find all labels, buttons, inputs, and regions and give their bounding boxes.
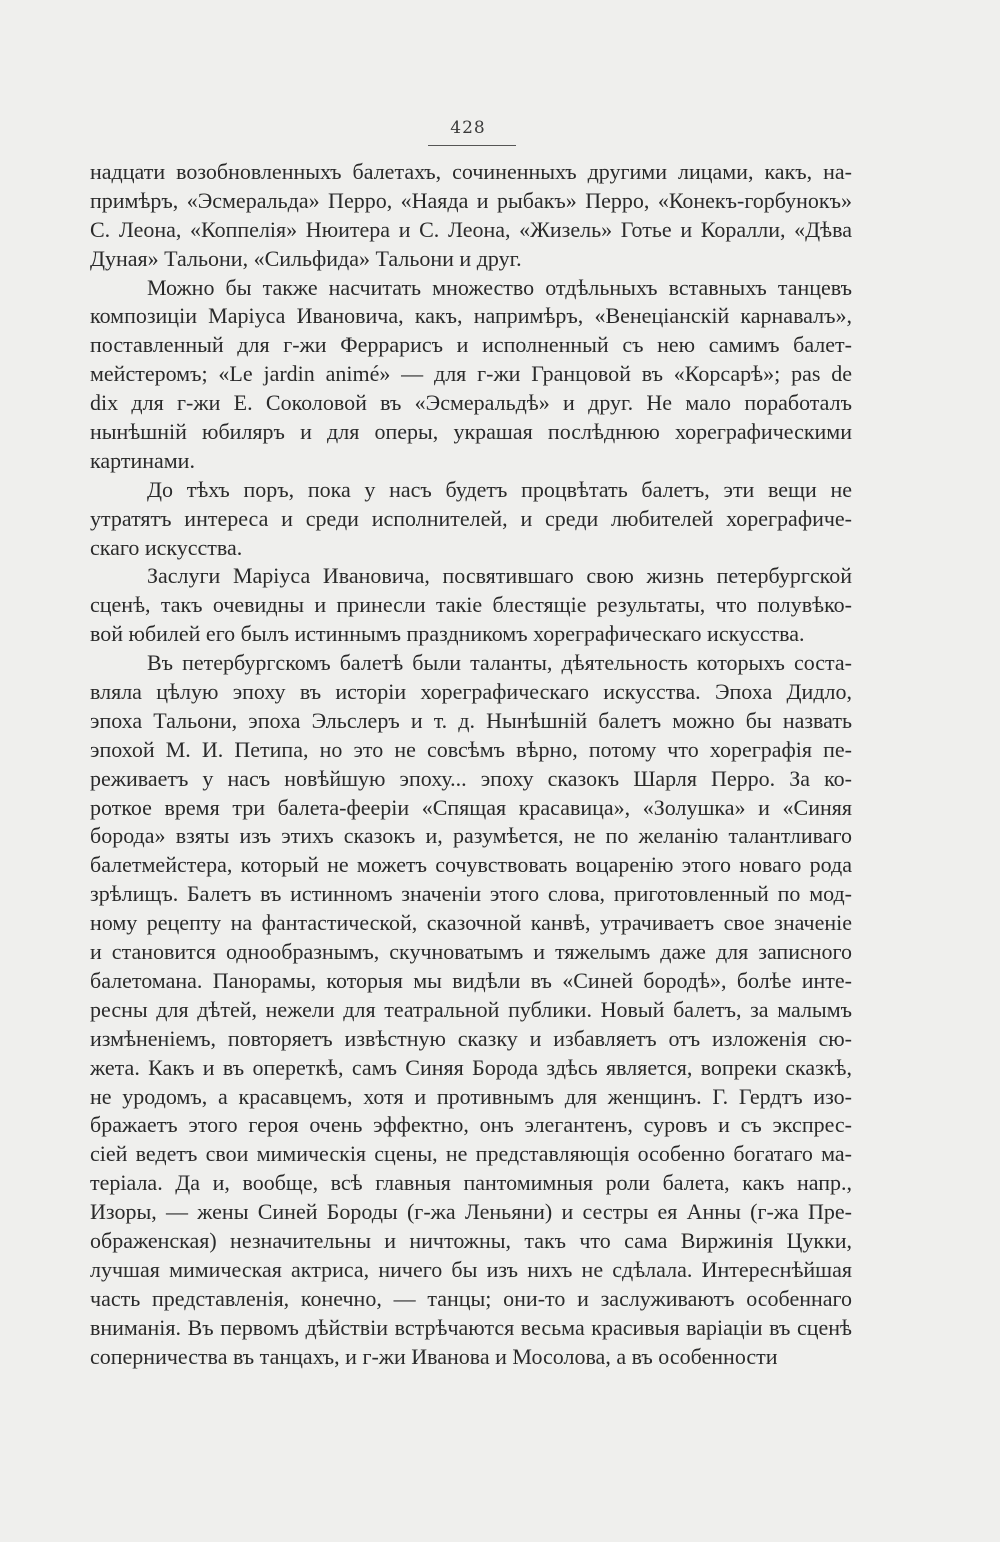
text-line: примѣръ, «Эсмеральда» Перро, «Наяда и рыбакъ» Перро, «Конекъ-горбунокъ» — [90, 187, 852, 213]
text-line: соперничества въ танцахъ, и г-жи Иванова и Мосолова, а въ особенности — [90, 1343, 778, 1369]
text-line: жета. Какъ и въ опереткѣ, самъ Синяя Борода здѣсь является, вопреки сказкѣ, — [90, 1054, 852, 1080]
text-line: эпоха Тальони, эпоха Эльслеръ и т. д. Нынѣшній балетъ можно бы назвать — [90, 707, 852, 733]
text-line: вой юбилей его былъ истиннымъ праздникомъ хореграфическаго искусства. — [90, 621, 805, 647]
text-line: ресны для дѣтей, нежели для театральной публики. Новый балетъ, за малымъ — [90, 996, 852, 1022]
text-line: скаго искусства. — [90, 534, 243, 560]
text-line: борода» взяты изъ этихъ сказокъ и, разумѣется, не по желанію талантливаго — [90, 823, 852, 849]
paragraph — [90, 649, 852, 1371]
text-line: бражаетъ этого героя очень эффектно, онъ элегантенъ, суровъ и съ экспрес- — [90, 1112, 852, 1138]
text-line: реживаетъ у насъ новѣйшую эпоху... эпоху сказокъ Шарля Перро. За ко- — [90, 765, 852, 791]
page-number-container — [420, 118, 516, 138]
text-line: сіей ведетъ свои мимическія сцены, не представляющія особенно богатаго ма- — [90, 1141, 852, 1167]
text-line: измѣненіемъ, повторяетъ извѣстную сказку и избавляетъ отъ изложенія сю- — [90, 1025, 852, 1051]
text-line: ображенская) незначительны и ничтожны, такъ что сама Виржинія Цукки, — [90, 1227, 852, 1253]
paragraph — [90, 158, 852, 274]
text-line: лучшая мимическая актриса, ничего бы изъ нихъ не сдѣлала. Интереснѣйшая — [90, 1256, 852, 1282]
text-line: и становится однообразнымъ, скучноватымъ и тяжелымъ даже для записного — [90, 939, 852, 965]
text-line: поставленный для г-жи Феррарисъ и исполненный съ нею самимъ балет- — [90, 332, 852, 358]
body-text — [90, 158, 852, 1371]
text-line: нынѣшній юбиляръ и для оперы, украшая послѣднюю хореграфическими — [90, 419, 852, 445]
text-line: Въ петербургскомъ балетѣ были таланты, дѣятельность которыхъ соста- — [147, 650, 852, 676]
text-line: не уродомъ, а красавцемъ, хотя и противнымъ для женщинъ. Г. Гердтъ изо- — [90, 1083, 852, 1109]
text-line: утратятъ интереса и среди исполнителей, и среди любителей хореграфиче- — [90, 505, 852, 531]
text-line: dix для г-жи Е. Соколовой въ «Эсмеральдѣ» и друг. Не мало поработалъ — [90, 390, 852, 416]
text-line: До тѣхъ поръ, пока у насъ будетъ процвѣтать балетъ, эти вещи не — [147, 476, 852, 502]
text-line: сценѣ, такъ очевидны и принесли такіе блестящіе результаты, что полувѣко- — [90, 592, 852, 618]
text-line: Дуная» Тальони, «Сильфида» Тальони и друг. — [90, 245, 522, 271]
text-line: картинами. — [90, 447, 195, 473]
paragraph — [90, 562, 852, 649]
text-line: часть представленія, конечно, — танцы; они-то и заслуживаютъ особеннаго — [90, 1285, 852, 1311]
text-line: мейстеромъ; «Le jardin animé» — для г-жи Гранцовой въ «Корсарѣ»; pas de — [90, 361, 852, 387]
text-line: Изоры, — жены Синей Бороды (г-жа Леньяни) и сестры ея Анны (г-жа Пре- — [90, 1199, 852, 1225]
text-line: вляла цѣлую эпоху въ исторіи хореграфическаго искусства. Эпоха Дидло, — [90, 679, 852, 705]
text-line: балетмейстера, который не можетъ сочувствовать воцаренію этого новаго рода — [90, 852, 852, 878]
text-line: ному рецепту на фантастической, сказочной канвѣ, утрачиваетъ свое значеніе — [90, 910, 852, 936]
text-line: теріала. Да и, вообще, всѣ главныя пантомимныя роли балета, какъ напр., — [90, 1170, 852, 1196]
text-line: композиціи Маріуса Ивановича, какъ, напримѣръ, «Венеціанскій карнавалъ», — [90, 303, 852, 329]
page-number-rule — [428, 145, 516, 146]
text-line: Можно бы также насчитать множество отдѣльныхъ вставныхъ танцевъ — [147, 274, 852, 300]
text-line: Заслуги Маріуса Ивановича, посвятившаго свою жизнь петербургской — [147, 563, 852, 589]
text-line: балетомана. Панорамы, которыя мы видѣли въ «Синей бородѣ», болѣе инте- — [90, 967, 852, 993]
paragraph — [90, 476, 852, 563]
text-line: С. Леона, «Коппелія» Нюитера и С. Леона, «Жизель» Готье и Коралли, «Дѣва — [90, 216, 852, 242]
text-line: надцати возобновленныхъ балетахъ, сочиненныхъ другими лицами, какъ, на- — [90, 159, 852, 184]
text-line: эпохой М. И. Петипа, но это не совсѣмъ вѣрно, потому что хореграфія пе- — [90, 736, 852, 762]
text-line: зрѣлищъ. Балетъ въ истинномъ значеніи этого слова, приготовленный по мод- — [90, 881, 852, 907]
text-line: роткое время три балета-феерiи «Спящая красавица», «Золушка» и «Синяя — [90, 794, 852, 820]
page-number: 428 — [450, 118, 486, 138]
text-line: вниманія. Въ первомъ дѣйствіи встрѣчаются весьма красивыя варіаціи въ сценѣ — [90, 1314, 852, 1340]
paragraph — [90, 274, 852, 476]
